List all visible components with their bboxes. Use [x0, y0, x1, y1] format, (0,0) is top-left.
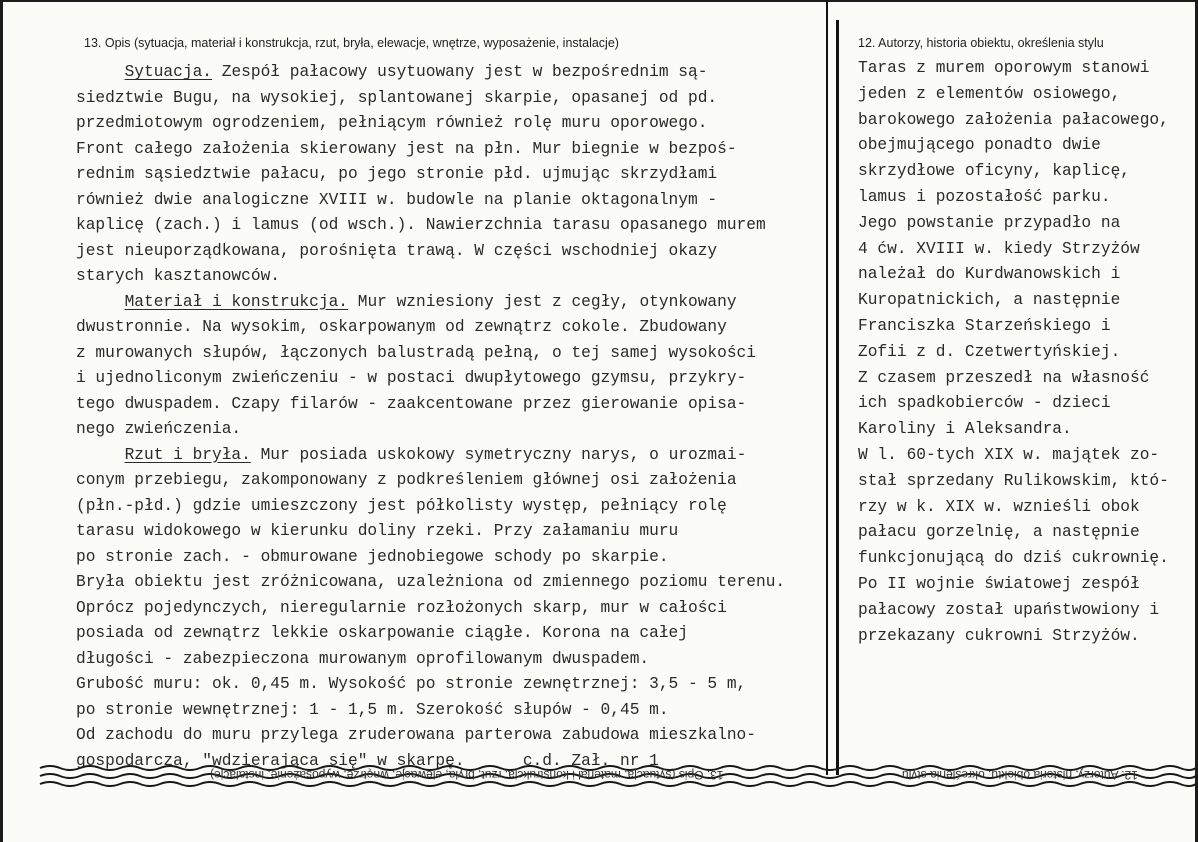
line-text: kaplicę (zach.) i lamus (od wsch.). Nawierzchnia tarasu opasanego murem	[76, 216, 766, 234]
line-text: nego zwieńczenia.	[76, 420, 242, 438]
description-line	[76, 417, 821, 443]
line-text: po stronie wewnętrznej: 1 - 1,5 m. Szerokość słupów - 0,45 m.	[76, 700, 669, 719]
column-divider	[826, 0, 828, 775]
line-text: gospodarcza, "wdzierająca się" w skarpę. c.d. Zał. nr 1	[76, 751, 659, 770]
line-text: Zespół pałacowy usytuowany jest w bezpośrednim są-	[212, 63, 708, 81]
line-text: długości - zabezpieczona murowanym oprofilowanym dwuspadem.	[76, 649, 650, 668]
description-line	[76, 341, 821, 367]
description-line	[76, 723, 821, 749]
description-line	[76, 315, 821, 341]
description-line	[76, 392, 821, 418]
description-line	[76, 672, 821, 698]
history-line: rzy w k. XIX w. wznieśli obok	[858, 497, 1140, 516]
line-text: starych kasztanowców.	[76, 267, 280, 285]
description-line	[76, 621, 821, 647]
description-line	[76, 162, 821, 188]
subsection-title: Materiał i konstrukcja.	[124, 292, 349, 311]
history-line: Karoliny i Aleksandra.	[858, 420, 1072, 439]
subsection-title: Rzut i bryła.	[124, 445, 251, 464]
description-text	[76, 60, 821, 774]
history-line: pałacowy został upaństwowiony i	[858, 600, 1160, 619]
line-text: Od zachodu do muru przylega zruderowana parterowa zabudowa mieszkalno-	[76, 726, 756, 744]
line-text: Front całego założenia skierowany jest na płn. Mur biegnie w bezpoś-	[76, 139, 737, 158]
card-left-edge	[0, 0, 3, 842]
mirrored-description-heading: 13. Opis (sytuacja, materiał i konstrukcja, rzut, bryła, elewacje, wnętrze, wyposażenie, instalacje)	[210, 768, 724, 782]
history-line: jeden z elementów osiowego,	[858, 84, 1121, 103]
column-divider-inner	[836, 20, 839, 775]
card-top-edge	[0, 0, 1198, 2]
line-text: (płn.-płd.) gdzie umieszczony jest półkolisty występ, pełniący rolę	[76, 496, 727, 515]
line-text: Mur wzniesiony jest z cegły, otynkowany	[348, 292, 737, 311]
description-line	[76, 647, 821, 673]
description-line	[76, 570, 821, 596]
history-line: Z czasem przeszedł na własność	[858, 368, 1150, 387]
line-text: i ujednoliconym zwieńczeniu - w postaci dwupłytowego gzymsu, przykry-	[76, 369, 747, 387]
history-line: 4 ćw. XVIII w. kiedy Strzyżów	[858, 239, 1140, 258]
mirrored-history-heading: 12. Autorzy, historia obiektu, określenia stylu	[902, 768, 1138, 782]
line-text: posiada od zewnątrz lekkie oskarpowanie ciągłe. Korona na całej	[76, 624, 688, 642]
line-indent	[76, 63, 125, 81]
line-text: Bryła obiektu jest zróżnicowana, uzależniona od zmiennego poziomu terenu.	[76, 573, 786, 591]
history-line: stał sprzedany Rulikowskim, któ-	[858, 471, 1169, 490]
line-text: tego dwuspadem. Czapy filarów - zaakcentowane przez gierowanie opisa-	[76, 394, 747, 413]
description-line	[76, 239, 821, 265]
description-section-heading: 13. Opis (sytuacja, materiał i konstrukcja, rzut, bryła, elewacje, wnętrze, wyposażenie, instalacje)	[84, 36, 619, 50]
history-line: obejmującego ponadto dwie	[858, 136, 1101, 155]
description-line	[76, 111, 821, 137]
line-text: Mur posiada uskokowy symetryczny narys, o urozmai-	[250, 445, 747, 464]
line-text: Oprócz pojedynczych, nieregularnie rozłożonych skarp, mur w całości	[76, 598, 727, 617]
description-line	[76, 596, 821, 622]
history-line: barokowego założenia pałacowego,	[858, 110, 1169, 129]
description-line	[76, 86, 821, 112]
history-line: ich spadkobierców - dzieci	[858, 394, 1111, 413]
line-indent	[76, 293, 125, 311]
history-line: Franciszka Starzeńskiego i	[858, 316, 1111, 335]
subsection-title: Sytuacja.	[124, 63, 213, 81]
line-indent	[76, 446, 125, 464]
history-line: skrzydłowe oficyny, kaplicę,	[858, 162, 1130, 181]
line-text: po stronie zach. - obmurowane jednobiegowe schody po skarpie.	[76, 547, 669, 566]
history-line: przekazany cukrowni Strzyżów.	[858, 626, 1140, 645]
description-line	[76, 494, 821, 520]
description-line	[76, 137, 821, 163]
history-line: należał do Kurdwanowskich i	[858, 265, 1121, 284]
history-line: funkcjonującą do dziś cukrownię.	[858, 549, 1169, 568]
history-line: Kuropatnickich, a następnie	[858, 291, 1121, 310]
description-line	[76, 545, 821, 571]
description-line	[76, 468, 821, 494]
description-line	[76, 264, 821, 290]
line-text: dwustronnie. Na wysokim, oskarpowanym od zewnątrz cokole. Zbudowany	[76, 318, 727, 336]
history-section-heading: 12. Autorzy, historia obiektu, określenia stylu	[858, 36, 1104, 50]
line-text: rednim sąsiedztwie pałacu, po jego stronie płd. ujmując skrzydłami	[76, 165, 718, 183]
description-line	[76, 188, 821, 214]
description-line	[76, 290, 821, 316]
description-line	[76, 519, 821, 545]
history-line: pałacu gorzelnię, a następnie	[858, 523, 1140, 542]
description-line	[76, 443, 821, 469]
line-text: Grubość muru: ok. 0,45 m. Wysokość po stronie zewnętrznej: 3,5 - 5 m,	[76, 675, 747, 693]
line-text: siedztwie Bugu, na wysokiej, splantowanej skarpie, opasanej od pd.	[76, 88, 718, 107]
description-line	[76, 60, 821, 86]
description-line	[76, 366, 821, 392]
history-line: Po II wojnie światowej zespół	[858, 574, 1140, 593]
description-line	[76, 213, 821, 239]
history-text	[858, 56, 1183, 649]
history-line: lamus i pozostałość parku.	[858, 187, 1111, 206]
history-line: W l. 60-tych XIX w. majątek zo-	[858, 445, 1160, 464]
history-line: Zofii z d. Czetwertyńskiej.	[858, 342, 1121, 361]
description-line	[76, 698, 821, 724]
history-line: Jego powstanie przypadło na	[858, 213, 1121, 232]
line-text: conym przebiegu, zakomponowany z podkreśleniem głównej osi założenia	[76, 471, 737, 489]
line-text: również dwie analogiczne XVIII w. budowle na planie oktagonalnym -	[76, 190, 718, 209]
line-text: z murowanych słupów, łączonych balustradą pełną, o tej samej wysokości	[76, 343, 756, 362]
history-line: Taras z murem oporowym stanowi	[858, 59, 1150, 77]
line-text: tarasu widokowego w kierunku doliny rzeki. Przy załamaniu muru	[76, 522, 679, 540]
line-text: przedmiotowym ogrodzeniem, pełniącym również rolę muru oporowego.	[76, 114, 708, 132]
line-text: jest nieuporządkowana, porośnięta trawą. W części wschodniej okazy	[76, 241, 718, 260]
